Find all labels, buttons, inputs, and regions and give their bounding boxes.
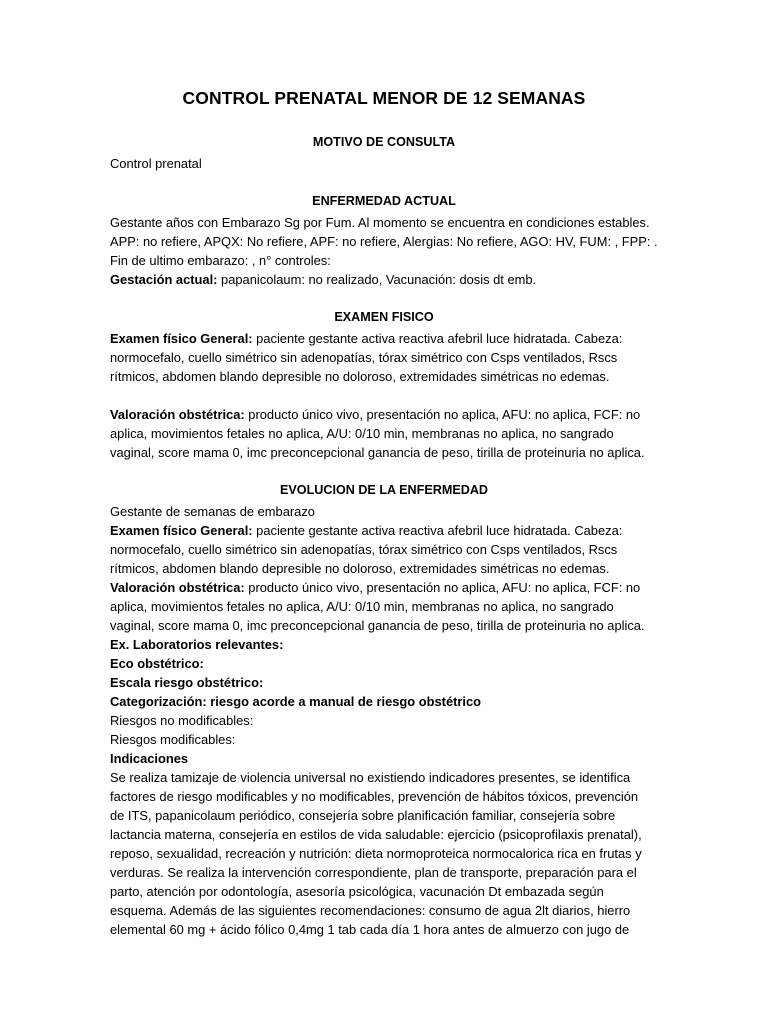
examen-obst-line: aplica, movimientos fetales no aplica, A/U: 0/10 min, membranas no aplica, no sangrado	[110, 426, 614, 441]
indicaciones-heading: Indicaciones	[110, 751, 189, 766]
examen-heading: EXAMEN FISICO	[334, 310, 434, 324]
evolucion-heading: EVOLUCION DE LA ENFERMEDAD	[279, 483, 489, 497]
evolucion-general-line: rítmicos, abdomen blando depresible no doloroso, extremidades simétricas no edemas.	[110, 561, 610, 576]
indicaciones-line: Se realiza tamizaje de violencia universal no existiendo indicadores presentes, se identifica	[110, 770, 631, 785]
indicaciones-line: reposo, sexualidad, recreación y nutrición: dieta normoproteica normocalorica rica en frutas y	[110, 846, 642, 861]
indicaciones-line: elemental 60 mg + ácido fólico 0,4mg 1 tab cada día 1 hora antes de almuerzo con jugo de	[110, 922, 630, 937]
gestacion-line	[110, 270, 658, 289]
evolucion-obst-line	[110, 578, 658, 597]
examen-obst-text: producto único vivo, presentación no aplica, AFU: no aplica, FCF: no	[244, 407, 641, 422]
escala-label: Escala riesgo obstétrico:	[110, 675, 264, 690]
examen-obst-label: Valoración obstétrica:	[110, 407, 245, 422]
riesgos-no-modificables: Riesgos no modificables:	[110, 713, 254, 728]
labs-label: Ex. Laboratorios relevantes:	[110, 637, 284, 652]
enfermedad-line: APP: no refiere, APQX: No refiere, APF: no refiere, Alergias: No refiere, AGO: HV, FUM: , FPP: .	[110, 234, 658, 249]
evolucion-general-line	[110, 521, 658, 540]
indicaciones-line: lactancia materna, consejería en estilos de vida saludable: ejercicio (psicoprofilaxis prenatal),	[110, 827, 642, 842]
riesgos-modificables: Riesgos modificables:	[110, 732, 236, 747]
examen-general-line: rítmicos, abdomen blando depresible no doloroso, extremidades simétricas no edemas.	[110, 369, 610, 384]
motivo-heading: MOTIVO DE CONSULTA	[312, 135, 456, 149]
indicaciones-line: parto, atención por odontología, asesoría psicológica, vacunación Dt embazada según	[110, 884, 604, 899]
gestacion-label: Gestación actual:	[110, 272, 218, 287]
examen-general-line	[110, 329, 658, 348]
gestacion-text: papanicolaum: no realizado, Vacunación: dosis dt emb.	[217, 272, 537, 287]
examen-general-label: Examen físico General:	[110, 331, 253, 346]
enfermedad-line: Fin de ultimo embarazo: , n° controles:	[110, 253, 331, 268]
examen-general-text: paciente gestante activa reactiva afebril luce hidratada. Cabeza:	[252, 331, 623, 346]
enfermedad-heading: ENFERMEDAD ACTUAL	[312, 194, 456, 208]
indicaciones-line: factores de riesgo modificables y no modificables, prevención de hábitos tóxicos, prevención	[110, 789, 639, 804]
evolucion-general-label: Examen físico General:	[110, 523, 253, 538]
categorizacion-label: Categorización: riesgo acorde a manual de riesgo obstétrico	[110, 694, 482, 709]
indicaciones-line: verduras. Se realiza la intervención correspondiente, plan de transporte, preparación para el	[110, 865, 637, 880]
indicaciones-line: esquema. Además de las siguientes recomendaciones: consumo de agua 2lt diarios, hierro	[110, 903, 631, 918]
examen-obst-line	[110, 405, 658, 424]
evolucion-general-line: normocefalo, cuello simétrico sin adenopatías, tórax simétrico con Csps ventilados, Rscs	[110, 542, 618, 557]
indicaciones-line: de ITS, papanicolaum periódico, consejería sobre planificación familiar, consejería sobre	[110, 808, 616, 823]
evolucion-intro: Gestante de semanas de embarazo	[110, 504, 315, 519]
evolucion-obst-line: aplica, movimientos fetales no aplica, A/U: 0/10 min, membranas no aplica, no sangrado	[110, 599, 614, 614]
evolucion-general-text: paciente gestante activa reactiva afebril luce hidratada. Cabeza:	[252, 523, 623, 538]
evolucion-obst-label: Valoración obstétrica:	[110, 580, 245, 595]
motivo-text: Control prenatal	[110, 156, 202, 171]
enfermedad-line: Gestante años con Embarazo Sg por Fum. Al momento se encuentra en condiciones estables.	[110, 215, 650, 230]
examen-obst-line: vaginal, score mama 0, imc preconcepcional ganancia de peso, tirilla de proteinuria no aplica.	[110, 445, 645, 460]
evolucion-obst-line: vaginal, score mama 0, imc preconcepcional ganancia de peso, tirilla de proteinuria no aplica.	[110, 618, 645, 633]
evolucion-obst-text: producto único vivo, presentación no aplica, AFU: no aplica, FCF: no	[244, 580, 641, 595]
document-title: CONTROL PRENATAL MENOR DE 12 SEMANAS	[182, 88, 586, 108]
examen-general-line: normocefalo, cuello simétrico sin adenopatías, tórax simétrico con Csps ventilados, Rscs	[110, 350, 618, 365]
eco-label: Eco obstétrico:	[110, 656, 204, 671]
